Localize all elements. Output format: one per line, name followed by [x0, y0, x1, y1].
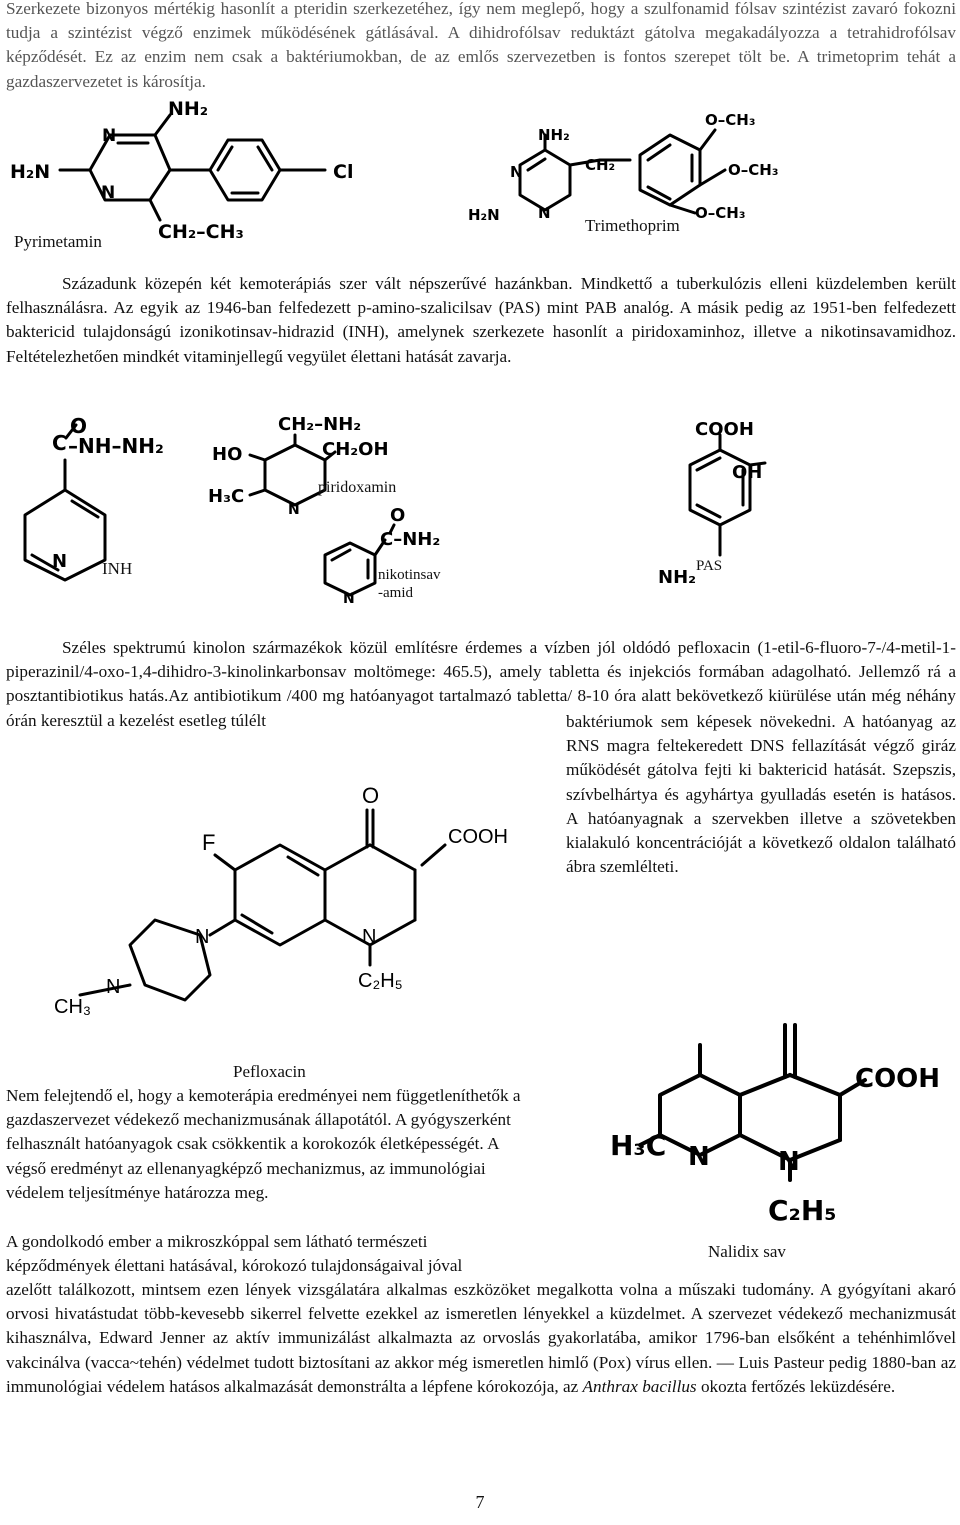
paragraph-5-text: [6, 1278, 956, 1399]
svg-text:CH₂: CH₂: [585, 156, 616, 174]
nalidix-label: Nalidix sav: [708, 1242, 786, 1261]
svg-text:C: C: [52, 431, 67, 455]
svg-text:O: O: [70, 414, 88, 438]
piridoxamin-label: piridoxamin: [318, 479, 397, 496]
inh-structure: [10, 405, 210, 585]
paragraph-5: [6, 1278, 956, 1399]
svg-text:N: N: [362, 926, 377, 948]
svg-text:N: N: [778, 1147, 800, 1177]
pas-label: PAS: [696, 558, 723, 574]
svg-text:H₃C: H₃C: [610, 1129, 667, 1162]
nikotinsavamid-label-line2: -amid: [378, 585, 413, 601]
inh-label: INH: [102, 559, 133, 578]
svg-text:COOH: COOH: [695, 419, 754, 440]
svg-text:H₂N: H₂N: [10, 161, 51, 183]
svg-text:C–NH₂: C–NH₂: [380, 529, 441, 550]
svg-text:N: N: [195, 926, 210, 948]
svg-text:C₂H₅: C₂H₅: [768, 1194, 837, 1227]
intro-text: Szerkezete bizonyos mértékig hasonlít a pteridin szerkezetéhez, így nem meglepő, hogy a szulfonamid fólsav szintézist zavaró fokozni tudja a szintézist végző enzimek működésének gátlásával. A dihidrofólsav reduktázt gátolva megakadályozza a tetrahidrofólsav képződését. Ez az enzim nem csak a baktériumokban, de az emlős szervezetben is fontos szerepet tölt be. A trimetoprim tehát a gazdaszervezetet is károsítja.: [6, 0, 956, 91]
svg-text:OH: OH: [732, 462, 763, 483]
svg-text:F: F: [202, 830, 216, 855]
paragraph-4: [6, 1084, 534, 1205]
svg-text:O: O: [362, 783, 380, 808]
paragraph-5-line1: A gondolkodó ember a mikroszkóppal sem látható természeti: [6, 1232, 428, 1251]
paragraph-2: [6, 272, 956, 369]
svg-text:Cl: Cl: [333, 161, 354, 183]
pefloxacin-structure: [50, 775, 510, 1025]
svg-text:COOH: COOH: [855, 1064, 941, 1094]
nalidix-structure: [600, 1005, 941, 1235]
paragraph-3-right-text: baktériumok sem képesek növekedni. A hatóanyag az RNS magra feltekeredett DNS fellazítását végző giráz működését gátolva fejti ki baktericid hatását. Szepszis, szívbelhártya és agyhártya gyulladás esetén is hatásos. A hatóanyagnak a szervekben illetve a szövetekben kialakuló koncentrációját a következő oldalon található ábra szemlélteti.: [566, 712, 956, 877]
svg-text:NH₂: NH₂: [168, 98, 209, 120]
svg-text:N: N: [52, 551, 68, 572]
nikotinsavamid-label: [378, 566, 441, 602]
paragraph-4-text: Nem felejtendő el, hogy a kemoterápia eredményei nem függetleníthetők a gazdaszervezet védekező mechanizmusának állapotától. A gyógyszerként felhasznált hatóanyagok csak csökkentik a korokozók életképességét. A végső eredményt az ellenanyagképző mechanizmus, az immunológiai védelem teljesítménye határozza meg.: [6, 1086, 521, 1202]
piridoxamin-structure: [200, 410, 420, 520]
svg-text:N: N: [102, 126, 117, 146]
svg-text:HO: HO: [212, 444, 243, 465]
svg-text:CH₂OH: CH₂OH: [322, 439, 389, 460]
paragraph-5-body: azelőtt találkozott, mintsem ezen lények vizsgálatára alkalmas eszközöket megalkotta volna a műszaki tudomány. A gyógyítani akaró orvosi hivatástudat több-kevesebb sikerrel felvette ezekkel az ismeretlen lényekkel a küzdelmet. A szervezet védekező mechanizmusát kihasználva, Edward Jenner az aktív immunizálást alkalmazta az orvoslás gyakorlatába, amikor 1796-ban elsőként a tehénhimlővel vakcinálva (vacca~tehén) védelmet tudott biztosítani az akkor még ismeretlen himlő (Pox) vírus ellen. — Luis Pasteur pedig 1880-ban az immunológiai védelem hatásos alkalmazását demonstrálta a lépfene kórokozója, az: [6, 1280, 956, 1396]
pyrimetamin-structure: [0, 95, 400, 255]
pefloxacin-label: Pefloxacin: [233, 1062, 306, 1081]
svg-text:NH₂: NH₂: [538, 126, 570, 144]
svg-text:N: N: [106, 976, 121, 998]
paragraph-3-right: [566, 710, 956, 879]
intro-paragraph: [6, 0, 956, 94]
svg-text:O–CH₃: O–CH₃: [695, 204, 746, 222]
paragraph-5-end: okozta fertőzés leküzdésére.: [696, 1376, 896, 1396]
svg-text:NH₂: NH₂: [658, 567, 697, 588]
svg-text:O–CH₃: O–CH₃: [728, 161, 779, 179]
paragraph-2-text: Századunk közepén két kemoterápiás szer vált népszerűvé hazánkban. Mindkettő a tuberkulózis elleni küzdelemben került felhasználásra. Az egyik az 1946-ban felfedezett p-amino-szalicilsav (PAS) mint PAB analóg. A másik pedig az 1951-ben felfedezett baktericid tulajdonságú izonikotinsav-hidrazid (INH), amelynek szerkezete hasonlít a piridoxaminhoz, illetve a nikotinsavamidhoz. Feltételezhetően mindkét vitaminjellegű vegyület élettani hatását zavarja.: [6, 274, 956, 366]
svg-text:H₂N: H₂N: [468, 206, 500, 224]
svg-text:CH₂–CH₃: CH₂–CH₃: [158, 221, 244, 243]
svg-text:N: N: [688, 1142, 710, 1172]
svg-text:CH₃: CH₃: [54, 996, 92, 1018]
svg-text:N: N: [343, 591, 355, 607]
svg-text:O: O: [390, 505, 406, 526]
svg-text:N: N: [538, 204, 551, 222]
page-number: 7: [475, 1492, 485, 1512]
paragraph-5-start: [6, 1230, 606, 1278]
svg-text:N: N: [510, 163, 523, 181]
paragraph-3-text: Széles spektrumú kinolon származékok közül említésre érdemes a vízben jól oldódó pefloxacin (1-etil-6-fluoro-7-/4-metil-1-piperazinil/4-oxo-1,4-dihidro-3-kinolinkarbonsav moltömege: 465.5), amely tabletta és injekciós formában adagolható. Jellemző rá a posztantibiotikus hatás.Az antibiotikum /400 mg hatóanyagot tartalmazó tabletta/ 8-10 óra alatt bekövetkező kiürülése után még néhány órán keresztül a kezelést esetleg túlélt: [6, 638, 956, 730]
nikotinsavamid-label-line1: nikotinsav: [378, 567, 441, 583]
svg-text:C₂H₅: C₂H₅: [358, 970, 403, 992]
svg-text:O–CH₃: O–CH₃: [705, 111, 756, 129]
svg-text:N: N: [101, 183, 116, 203]
trimethoprim-label: Trimethoprim: [585, 216, 680, 235]
svg-text:–NH–NH₂: –NH–NH₂: [68, 434, 164, 458]
paragraph-5-line2: képződmények élettani hatásával, kórokozó tulajdonságaival jóval: [6, 1256, 463, 1276]
svg-text:CH₂–NH₂: CH₂–NH₂: [278, 414, 362, 435]
pyrimetamin-label: Pyrimetamin: [14, 232, 102, 251]
svg-text:COOH: COOH: [448, 826, 508, 848]
anthrax-italic: Anthrax bacillus: [582, 1376, 697, 1396]
svg-text:N: N: [288, 502, 300, 518]
svg-text:H₃C: H₃C: [208, 486, 245, 507]
